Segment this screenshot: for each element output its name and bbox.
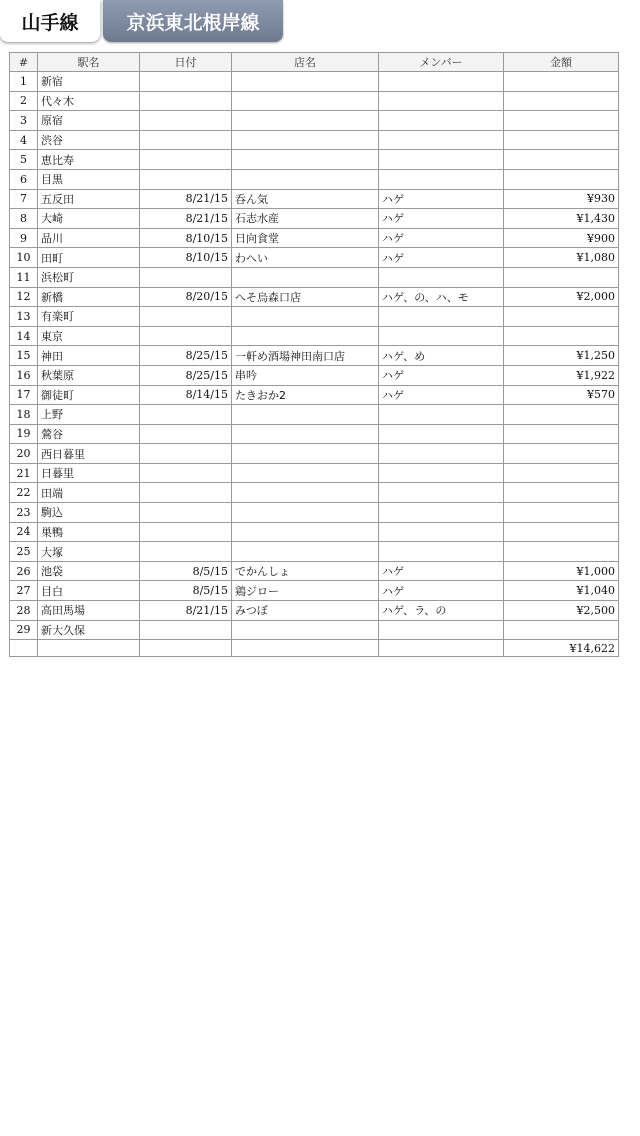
table-row <box>10 169 619 189</box>
cell-date[interactable] <box>140 483 232 503</box>
cell-shop[interactable] <box>232 111 379 131</box>
cell-number[interactable]: 19 <box>10 424 38 444</box>
table-row <box>10 346 619 366</box>
cell-date[interactable]: 8/20/15 <box>140 287 232 307</box>
cell-station[interactable]: 目白 <box>38 581 140 601</box>
cell-amount[interactable]: ¥930 <box>504 189 619 209</box>
tab-keihin-tohoku-negishi[interactable]: 京浜東北根岸線 <box>103 0 283 42</box>
cell-amount[interactable] <box>504 150 619 170</box>
table-row <box>10 111 619 131</box>
cell-amount[interactable] <box>504 444 619 464</box>
cell-number[interactable]: 25 <box>10 542 38 562</box>
cell-shop[interactable] <box>232 542 379 562</box>
cell-number[interactable]: 21 <box>10 463 38 483</box>
cell-members[interactable] <box>379 307 504 327</box>
tab-yamanote[interactable]: 山手線 <box>0 0 100 42</box>
cell-shop[interactable] <box>232 169 379 189</box>
cell-shop[interactable] <box>232 307 379 327</box>
cell-number[interactable]: 2 <box>10 91 38 111</box>
cell-date[interactable] <box>140 91 232 111</box>
header-station[interactable]: 駅名 <box>38 53 140 72</box>
cell-shop[interactable] <box>232 483 379 503</box>
header-amount[interactable]: 金額 <box>504 53 619 72</box>
cell-date[interactable] <box>140 111 232 131</box>
cell-amount[interactable] <box>504 130 619 150</box>
cell-amount[interactable] <box>504 91 619 111</box>
cell-members[interactable]: ハゲ、め <box>379 346 504 366</box>
cell-members[interactable] <box>379 463 504 483</box>
table-row <box>10 542 619 562</box>
table-row <box>10 385 619 405</box>
cell-station[interactable]: 池袋 <box>38 561 140 581</box>
table-row <box>10 267 619 287</box>
cell-shop[interactable]: 日向食堂 <box>232 228 379 248</box>
cell-number[interactable]: 24 <box>10 522 38 542</box>
cell-date[interactable] <box>140 307 232 327</box>
cell-number[interactable]: 26 <box>10 561 38 581</box>
cell-shop[interactable] <box>232 267 379 287</box>
cell-shop[interactable]: 石志水産 <box>232 209 379 229</box>
cell-number[interactable]: 29 <box>10 620 38 640</box>
cell-shop[interactable] <box>232 130 379 150</box>
table-row <box>10 581 619 601</box>
table-row <box>10 463 619 483</box>
cell-members[interactable]: ハゲ <box>379 385 504 405</box>
table-row <box>10 228 619 248</box>
cell-date[interactable] <box>140 169 232 189</box>
cell-station[interactable]: 大塚 <box>38 542 140 562</box>
table-row <box>10 601 619 621</box>
cell-amount[interactable] <box>504 72 619 92</box>
header-date[interactable]: 日付 <box>140 53 232 72</box>
cell-amount[interactable]: ¥1,430 <box>504 209 619 229</box>
cell-shop[interactable]: わへい <box>232 248 379 268</box>
cell-amount[interactable]: ¥1,080 <box>504 248 619 268</box>
cell-members[interactable] <box>379 444 504 464</box>
cell-number[interactable]: 20 <box>10 444 38 464</box>
cell-date[interactable]: 8/21/15 <box>140 189 232 209</box>
table-row <box>10 405 619 425</box>
cell-number[interactable]: 17 <box>10 385 38 405</box>
cell-shop[interactable] <box>232 424 379 444</box>
cell-station[interactable]: 新橋 <box>38 287 140 307</box>
cell-number[interactable]: 23 <box>10 503 38 523</box>
cell-shop[interactable] <box>232 91 379 111</box>
cell-amount[interactable]: ¥1,922 <box>504 365 619 385</box>
cell-number[interactable]: 18 <box>10 405 38 425</box>
cell-number[interactable]: 28 <box>10 601 38 621</box>
table-row <box>10 522 619 542</box>
cell-date[interactable] <box>140 130 232 150</box>
cell-members[interactable] <box>379 150 504 170</box>
cell-number[interactable]: 22 <box>10 483 38 503</box>
cell-station[interactable]: 御徒町 <box>38 385 140 405</box>
cell-members[interactable] <box>379 169 504 189</box>
cell-amount[interactable] <box>504 620 619 640</box>
cell-shop[interactable] <box>232 72 379 92</box>
cell-station[interactable]: 駒込 <box>38 503 140 523</box>
table-row <box>10 130 619 150</box>
cell-amount[interactable] <box>504 503 619 523</box>
sheet-tab-bar <box>0 0 640 42</box>
cell-date[interactable] <box>140 444 232 464</box>
cell-station[interactable]: 浜松町 <box>38 267 140 287</box>
total-cell-date[interactable] <box>140 640 232 657</box>
total-cell-number[interactable] <box>10 640 38 657</box>
cell-members[interactable]: ハゲ、の、ハ、モ <box>379 287 504 307</box>
cell-date[interactable] <box>140 267 232 287</box>
cell-shop[interactable] <box>232 326 379 346</box>
cell-station[interactable]: 五反田 <box>38 189 140 209</box>
cell-station[interactable]: 有楽町 <box>38 307 140 327</box>
cell-date[interactable]: 8/21/15 <box>140 209 232 229</box>
cell-date[interactable]: 8/5/15 <box>140 581 232 601</box>
cell-station[interactable]: 恵比寿 <box>38 150 140 170</box>
cell-number[interactable]: 1 <box>10 72 38 92</box>
cell-date[interactable] <box>140 542 232 562</box>
cell-date[interactable] <box>140 503 232 523</box>
cell-members[interactable] <box>379 542 504 562</box>
cell-members[interactable]: ハゲ、ラ、の <box>379 601 504 621</box>
total-amount[interactable]: ¥14,622 <box>504 640 619 657</box>
cell-amount[interactable]: ¥2,000 <box>504 287 619 307</box>
cell-number[interactable]: 8 <box>10 209 38 229</box>
table-row <box>10 503 619 523</box>
cell-members[interactable] <box>379 522 504 542</box>
cell-members[interactable] <box>379 91 504 111</box>
cell-date[interactable]: 8/25/15 <box>140 346 232 366</box>
cell-station[interactable]: 高田馬場 <box>38 601 140 621</box>
cell-shop[interactable] <box>232 405 379 425</box>
cell-amount[interactable] <box>504 542 619 562</box>
cell-amount[interactable] <box>504 326 619 346</box>
cell-station[interactable]: 鶯谷 <box>38 424 140 444</box>
cell-amount[interactable]: ¥1,000 <box>504 561 619 581</box>
cell-shop[interactable] <box>232 503 379 523</box>
cell-station[interactable]: 田町 <box>38 248 140 268</box>
cell-amount[interactable]: ¥2,500 <box>504 601 619 621</box>
cell-number[interactable]: 27 <box>10 581 38 601</box>
table-row <box>10 326 619 346</box>
station-table <box>9 52 619 657</box>
table-row <box>10 483 619 503</box>
cell-station[interactable]: 神田 <box>38 346 140 366</box>
cell-number[interactable]: 3 <box>10 111 38 131</box>
cell-members[interactable] <box>379 503 504 523</box>
cell-date[interactable] <box>140 463 232 483</box>
cell-station[interactable]: 品川 <box>38 228 140 248</box>
cell-station[interactable]: 秋葉原 <box>38 365 140 385</box>
cell-number[interactable]: 5 <box>10 150 38 170</box>
cell-number[interactable]: 12 <box>10 287 38 307</box>
cell-number[interactable]: 7 <box>10 189 38 209</box>
cell-shop[interactable] <box>232 463 379 483</box>
header-members[interactable]: メンバー <box>379 53 504 72</box>
table-row <box>10 91 619 111</box>
header-shop[interactable]: 店名 <box>232 53 379 72</box>
cell-members[interactable] <box>379 72 504 92</box>
cell-amount[interactable]: ¥570 <box>504 385 619 405</box>
cell-station[interactable]: 巣鴨 <box>38 522 140 542</box>
cell-station[interactable]: 大崎 <box>38 209 140 229</box>
cell-amount[interactable] <box>504 307 619 327</box>
header-row <box>10 53 619 72</box>
cell-shop[interactable]: たきおか2 <box>232 385 379 405</box>
cell-station[interactable]: 上野 <box>38 405 140 425</box>
total-row <box>10 640 619 657</box>
cell-amount[interactable]: ¥1,250 <box>504 346 619 366</box>
cell-station[interactable]: 東京 <box>38 326 140 346</box>
cell-amount[interactable] <box>504 111 619 131</box>
cell-station[interactable]: 目黒 <box>38 169 140 189</box>
cell-amount[interactable] <box>504 483 619 503</box>
cell-station[interactable]: 西日暮里 <box>38 444 140 464</box>
cell-number[interactable]: 16 <box>10 365 38 385</box>
cell-members[interactable]: ハゲ <box>379 228 504 248</box>
table-row <box>10 209 619 229</box>
cell-shop[interactable]: へそ烏森口店 <box>232 287 379 307</box>
table-row <box>10 365 619 385</box>
cell-amount[interactable]: ¥1,040 <box>504 581 619 601</box>
cell-amount[interactable] <box>504 424 619 444</box>
cell-shop[interactable] <box>232 522 379 542</box>
cell-date[interactable] <box>140 72 232 92</box>
table-row <box>10 287 619 307</box>
cell-amount[interactable] <box>504 267 619 287</box>
cell-amount[interactable] <box>504 463 619 483</box>
cell-members[interactable]: ハゲ <box>379 561 504 581</box>
cell-shop[interactable] <box>232 444 379 464</box>
cell-members[interactable]: ハゲ <box>379 189 504 209</box>
table-row <box>10 424 619 444</box>
cell-number[interactable]: 15 <box>10 346 38 366</box>
cell-number[interactable]: 13 <box>10 307 38 327</box>
table-row <box>10 561 619 581</box>
cell-shop[interactable]: みつぼ <box>232 601 379 621</box>
cell-members[interactable]: ハゲ <box>379 581 504 601</box>
cell-shop[interactable] <box>232 150 379 170</box>
cell-members[interactable] <box>379 424 504 444</box>
cell-date[interactable] <box>140 326 232 346</box>
cell-station[interactable]: 原宿 <box>38 111 140 131</box>
total-cell-station[interactable] <box>38 640 140 657</box>
cell-date[interactable]: 8/14/15 <box>140 385 232 405</box>
cell-shop[interactable]: 鶏ジロー <box>232 581 379 601</box>
cell-station[interactable]: 新宿 <box>38 72 140 92</box>
cell-shop[interactable]: 呑ん気 <box>232 189 379 209</box>
total-cell-members[interactable] <box>379 640 504 657</box>
cell-number[interactable]: 9 <box>10 228 38 248</box>
cell-members[interactable] <box>379 405 504 425</box>
cell-number[interactable]: 4 <box>10 130 38 150</box>
table-row <box>10 444 619 464</box>
cell-amount[interactable]: ¥900 <box>504 228 619 248</box>
cell-amount[interactable] <box>504 169 619 189</box>
table-row <box>10 150 619 170</box>
cell-number[interactable]: 11 <box>10 267 38 287</box>
cell-date[interactable]: 8/5/15 <box>140 561 232 581</box>
header-number[interactable]: # <box>10 53 38 72</box>
cell-members[interactable] <box>379 267 504 287</box>
cell-number[interactable]: 6 <box>10 169 38 189</box>
cell-shop[interactable]: 一軒め酒場神田南口店 <box>232 346 379 366</box>
cell-shop[interactable]: でかんしょ <box>232 561 379 581</box>
cell-station[interactable]: 新大久保 <box>38 620 140 640</box>
spreadsheet <box>9 52 618 657</box>
cell-shop[interactable] <box>232 620 379 640</box>
cell-date[interactable]: 8/21/15 <box>140 601 232 621</box>
cell-date[interactable]: 8/10/15 <box>140 248 232 268</box>
cell-members[interactable] <box>379 111 504 131</box>
cell-date[interactable]: 8/10/15 <box>140 228 232 248</box>
cell-date[interactable]: 8/25/15 <box>140 365 232 385</box>
cell-members[interactable]: ハゲ <box>379 248 504 268</box>
cell-date[interactable] <box>140 620 232 640</box>
cell-number[interactable]: 10 <box>10 248 38 268</box>
cell-station[interactable]: 代々木 <box>38 91 140 111</box>
cell-number[interactable]: 14 <box>10 326 38 346</box>
table-row <box>10 620 619 640</box>
cell-station[interactable]: 日暮里 <box>38 463 140 483</box>
table-row <box>10 72 619 92</box>
table-body <box>10 72 619 640</box>
table-row <box>10 248 619 268</box>
table-row <box>10 307 619 327</box>
cell-date[interactable] <box>140 150 232 170</box>
cell-members[interactable]: ハゲ <box>379 365 504 385</box>
table-row <box>10 189 619 209</box>
cell-members[interactable] <box>379 620 504 640</box>
cell-members[interactable]: ハゲ <box>379 209 504 229</box>
cell-amount[interactable] <box>504 522 619 542</box>
cell-station[interactable]: 渋谷 <box>38 130 140 150</box>
cell-date[interactable] <box>140 405 232 425</box>
cell-date[interactable] <box>140 522 232 542</box>
cell-members[interactable] <box>379 326 504 346</box>
cell-amount[interactable] <box>504 405 619 425</box>
cell-shop[interactable]: 串吟 <box>232 365 379 385</box>
cell-members[interactable] <box>379 483 504 503</box>
total-cell-shop[interactable] <box>232 640 379 657</box>
cell-station[interactable]: 田端 <box>38 483 140 503</box>
cell-date[interactable] <box>140 424 232 444</box>
cell-members[interactable] <box>379 130 504 150</box>
